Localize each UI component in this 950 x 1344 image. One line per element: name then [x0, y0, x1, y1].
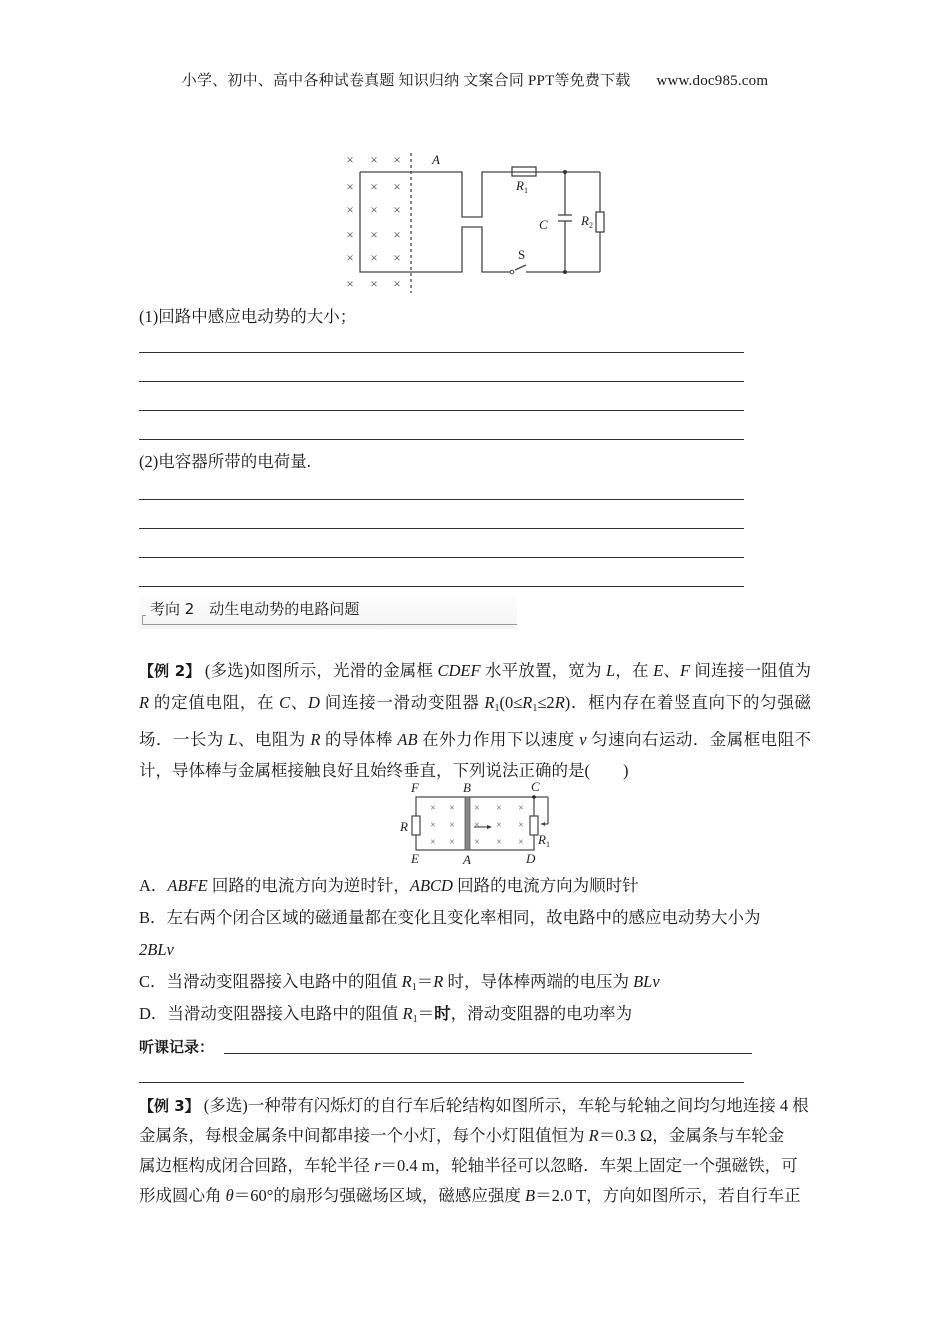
- svg-text:R: R: [400, 819, 408, 834]
- stem-text: ＝2.0 T，方向如图所示，若自行车正: [535, 1186, 801, 1205]
- svg-text:×: ×: [496, 820, 502, 831]
- var-radius: r: [374, 1156, 381, 1175]
- svg-text:×: ×: [393, 250, 401, 265]
- stem-text: ＝0.3 Ω，金属条与车轮金: [598, 1126, 785, 1145]
- answer-line[interactable]: [139, 528, 744, 529]
- svg-text:R1: $R_1$: [538, 832, 550, 849]
- question-2: (2)电容器所带的电荷量.: [139, 452, 311, 471]
- svg-text:C: C: [531, 779, 540, 794]
- var-b: B: [524, 1186, 536, 1205]
- section-underline: [142, 624, 517, 625]
- svg-text:×: ×: [496, 837, 502, 848]
- var-abcd: ABCD: [409, 876, 453, 895]
- stem-text: 、电阻为: [237, 730, 311, 749]
- var-d: D: [308, 693, 320, 712]
- option-a[interactable]: [139, 876, 639, 896]
- svg-text:F: F: [411, 780, 419, 795]
- var-r: R: [554, 693, 565, 712]
- svg-text:×: ×: [449, 820, 455, 831]
- svg-text:×: ×: [518, 837, 524, 848]
- subscript: 1: [532, 703, 538, 714]
- option-text: ，滑动变阻器的电功率为: [450, 1004, 633, 1023]
- var-ab: AB: [397, 730, 418, 749]
- var-abfe: ABFE: [167, 876, 208, 895]
- var-blv: BLv: [633, 972, 660, 991]
- var-2blv: 2BLv: [139, 940, 174, 959]
- var-r: R: [433, 972, 444, 991]
- stem-text: 金属条，每根金属条中间都串接一个小灯，每个小灯阻值恒为: [139, 1126, 589, 1145]
- example-2-stem: [139, 655, 811, 786]
- option-label: A．: [139, 876, 168, 895]
- option-label: D．: [139, 1004, 168, 1023]
- var-r1: R: [402, 1004, 413, 1023]
- svg-text:A: A: [432, 152, 440, 167]
- svg-text:×: ×: [346, 276, 354, 291]
- option-text: ＝: [416, 972, 434, 991]
- stem-text: 匀速向右运动．金属框电阻不计，导体棒与金属框接触良好且始终垂直，下列说法正确的是( ): [139, 730, 812, 780]
- option-c[interactable]: [139, 972, 660, 998]
- svg-text:×: ×: [370, 250, 378, 265]
- svg-text:E: E: [411, 851, 419, 866]
- answer-line[interactable]: [139, 352, 744, 353]
- section-header: [139, 595, 517, 629]
- notes-line[interactable]: [224, 1053, 752, 1054]
- var-r: R: [588, 1126, 599, 1145]
- svg-text:×: ×: [518, 803, 524, 814]
- stem-text: (0≤: [499, 693, 523, 712]
- svg-text:×: ×: [496, 803, 502, 814]
- svg-text:×: ×: [370, 179, 378, 194]
- svg-text:B: B: [463, 780, 471, 795]
- circuit-figure-1: [330, 145, 620, 295]
- stem-text: ，在: [615, 661, 654, 680]
- stem-text: 属边框构成闭合回路，车轮半径: [139, 1156, 375, 1175]
- var-l: L: [228, 730, 238, 749]
- answer-line[interactable]: [139, 557, 744, 558]
- stem-text: 、: [663, 661, 681, 680]
- subscript: 1: [412, 1014, 418, 1025]
- notes-line[interactable]: [139, 1082, 744, 1083]
- svg-text:×: ×: [393, 227, 401, 242]
- circuit-diagram-capacitor: [330, 145, 620, 295]
- option-text: ＝: [417, 1004, 435, 1023]
- svg-text:R2: $R_2$: [581, 213, 593, 230]
- var-r: R: [310, 730, 321, 749]
- subscript: 1: [494, 703, 500, 714]
- stem-text: ＝60°的扇形匀强磁场区域，磁感应强度: [233, 1186, 525, 1205]
- answer-line[interactable]: [139, 381, 744, 382]
- header-text: 小学、初中、高中各种试卷真题 知识归纳 文案合同 PPT等免费下载: [181, 73, 631, 89]
- var-r1: R: [401, 972, 412, 991]
- stem-text: 的导体棒: [320, 730, 398, 749]
- option-d[interactable]: [139, 1004, 632, 1030]
- stem-text: ≤2: [537, 693, 555, 712]
- svg-text:R1: $R_1$: [516, 178, 528, 195]
- svg-text:D: D: [526, 851, 536, 866]
- answer-line[interactable]: [139, 586, 744, 587]
- var-r1: R: [522, 693, 533, 712]
- stem-text: ＝0.4 m，轮轴半径可以忽略．车架上固定一个强磁铁，可: [380, 1156, 798, 1175]
- svg-text:×: ×: [346, 250, 354, 265]
- svg-text:×: ×: [370, 202, 378, 217]
- var-r: R: [139, 693, 150, 712]
- stem-text: 、: [290, 693, 309, 712]
- option-label: C．: [139, 972, 167, 991]
- svg-text:×: ×: [449, 803, 455, 814]
- svg-text:×: ×: [474, 820, 480, 831]
- stem-text: 一种带有闪烁灯的自行车后轮结构如图所示，车轮与轮轴之间均匀地连接 4 根: [247, 1096, 809, 1115]
- option-text: 当滑动变阻器接入电路中的阻值: [167, 1004, 403, 1023]
- multi-select-tag: (多选): [204, 661, 250, 680]
- circuit-figure-2: [395, 778, 570, 868]
- section-title: 考向 2 动生电动势的电路问题: [150, 600, 360, 618]
- var-cdef: CDEF: [437, 661, 481, 680]
- stem-text: 水平放置，宽为: [480, 661, 606, 680]
- notes-label: 听课记录：: [139, 1038, 215, 1056]
- svg-text:×: ×: [393, 152, 401, 167]
- svg-text:×: ×: [430, 837, 436, 848]
- svg-text:×: ×: [430, 803, 436, 814]
- var-e: E: [653, 661, 664, 680]
- option-text: 回路的电流方向为逆时针，: [207, 876, 410, 895]
- svg-text:×: ×: [370, 152, 378, 167]
- var-r1: R: [484, 693, 495, 712]
- multi-select-tag: (多选): [203, 1096, 248, 1115]
- answer-line[interactable]: [139, 499, 744, 500]
- svg-text:×: ×: [346, 227, 354, 242]
- stem-text: 间连接一阻值为: [690, 661, 812, 680]
- svg-text:×: ×: [393, 179, 401, 194]
- var-f: F: [680, 661, 691, 680]
- option-text: 左右两个闭合区域的磁通量都在变化且变化率相同，故电路中的感应电动势大小为: [166, 908, 761, 927]
- svg-text:×: ×: [393, 276, 401, 291]
- example-3-stem: [139, 1091, 811, 1211]
- answer-line[interactable]: [139, 439, 744, 440]
- example-2-tag: 【例 2】: [139, 662, 201, 680]
- option-text: 时: [434, 1004, 451, 1023]
- page-header-banner: [0, 69, 950, 90]
- section-bracket-top: [142, 615, 146, 616]
- option-text: 时，导体棒两端的电压为: [443, 972, 634, 991]
- svg-text:×: ×: [346, 152, 354, 167]
- svg-text:S: S: [518, 247, 526, 262]
- rail-rod-diagram: [395, 778, 570, 868]
- subscript: 1: [411, 982, 417, 993]
- stem-text: 的定值电阻，在: [149, 693, 280, 712]
- var-c: C: [279, 693, 291, 712]
- svg-text:A: A: [463, 852, 471, 867]
- svg-text:×: ×: [393, 202, 401, 217]
- svg-text:×: ×: [370, 227, 378, 242]
- header-url: www.doc985.com: [656, 73, 769, 89]
- svg-text:×: ×: [449, 837, 455, 848]
- option-b[interactable]: [139, 902, 811, 966]
- question-1: (1)回路中感应电动势的大小；: [139, 307, 357, 326]
- svg-text:×: ×: [430, 820, 436, 831]
- answer-line[interactable]: [139, 410, 744, 411]
- stem-text: 形成圆心角: [139, 1186, 226, 1205]
- svg-text:×: ×: [346, 179, 354, 194]
- svg-text:×: ×: [370, 276, 378, 291]
- var-v: v: [579, 730, 587, 749]
- svg-text:×: ×: [518, 820, 524, 831]
- svg-text:C: C: [539, 217, 548, 232]
- example-3-tag: 【例 3】: [139, 1097, 200, 1115]
- var-l: L: [606, 661, 616, 680]
- stem-text: 如图所示，光滑的金属框: [249, 661, 438, 680]
- svg-text:×: ×: [474, 837, 480, 848]
- stem-text: )．框内存在着竖直向下的匀强磁场．一长为: [139, 693, 812, 749]
- stem-text: 间连接一滑动变阻器: [319, 693, 485, 712]
- svg-text:×: ×: [346, 202, 354, 217]
- option-text: 回路的电流方向为顺时针: [452, 876, 639, 895]
- svg-text:×: ×: [474, 803, 480, 814]
- stem-text: 在外力作用下以速度: [417, 730, 580, 749]
- option-text: 当滑动变阻器接入电路中的阻值: [166, 972, 402, 991]
- var-theta: θ: [225, 1186, 234, 1205]
- option-label: B．: [139, 908, 167, 927]
